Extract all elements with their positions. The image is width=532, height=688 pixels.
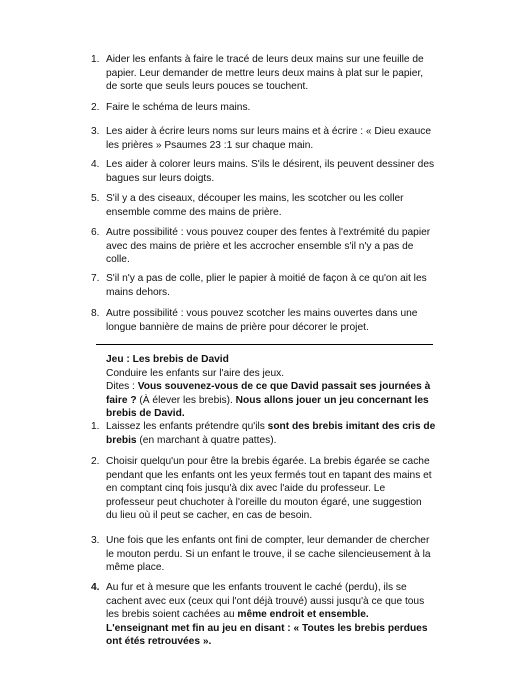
dites-normal-text: (À élever les brebis). xyxy=(136,394,236,406)
game-intro: Conduire les enfants sur l'aire des jeux. xyxy=(106,367,285,379)
step-line: Au fur et à mesure que les enfants trouvent le caché (perdu), ils se xyxy=(106,582,407,593)
step-number: 1. xyxy=(91,421,100,432)
dites-bold-text: Vous souvenez-vous de ce que David passait ses journées à xyxy=(137,381,431,393)
step-line: en comptant cinq fois jusqu'à dix avec l'aide du professeur. Le xyxy=(106,483,386,495)
instruction-line: papier. Leur demander de mettre leurs deux mains à plat sur le papier, xyxy=(106,67,424,79)
instruction-line: avec des mains de prière et les accrocher ensemble s'il n'y a pas de xyxy=(106,240,414,252)
instruction-line: mains dehors. xyxy=(106,286,170,298)
instruction-number: 1. xyxy=(91,54,100,65)
instruction-line: les prières » Psaumes 23 :1 sur chaque main. xyxy=(106,139,314,151)
instruction-line: bagues sur leurs doigts. xyxy=(106,172,215,184)
instruction-line: longue bannière de mains de prière pour décorer le projet. xyxy=(106,321,369,333)
game-section xyxy=(91,353,437,421)
instruction-item-4 xyxy=(91,158,437,185)
step-line: du lieu où il peut se cacher, en cas de besoin. xyxy=(106,510,313,522)
instruction-number: 4. xyxy=(91,159,100,170)
game-dites-line-2 xyxy=(106,394,437,408)
step-text: (en marchant à quatre pattes). xyxy=(136,434,277,446)
game-dites-line-3: brebis de David. xyxy=(106,408,185,420)
instruction-number: 2. xyxy=(91,102,100,113)
instruction-line: de sorte que seuls leurs pouces se touchent. xyxy=(106,81,309,93)
instruction-line: Faire le schéma de leurs mains. xyxy=(106,102,251,113)
step-line xyxy=(106,420,437,434)
step-line: le mouton perdu. Si un enfant le trouve, il se cache silencieusement à la xyxy=(106,548,431,560)
instruction-line: Les aider à colorer leurs mains. S'ils le désirent, ils peuvent dessiner des xyxy=(106,159,435,170)
step-number: 3. xyxy=(91,535,100,546)
step-line: pendant que les enfants ont les yeux fermés tout en tapant des mains et xyxy=(106,469,432,481)
dites-bold-text: Nous allons jouer un jeu concernant les xyxy=(235,394,429,406)
instruction-line: Les aider à écrire leurs noms sur leurs mains et à écrire : « Dieu exauce xyxy=(106,126,432,137)
step-line: cachent avec eux (ceux qui l'ont déjà trouvé) aussi jusqu'à ce que tous xyxy=(106,595,425,607)
instruction-item-6 xyxy=(91,226,437,267)
step-line: ont étés retrouvées ». xyxy=(106,636,212,648)
step-line: professeur peut chuchoter à l'oreille du mouton égaré, une suggestion xyxy=(106,496,422,508)
dites-bold-text: faire ? xyxy=(106,394,137,406)
instruction-line: S'il n'y a pas de colle, plier le papier à moitié de façon à ce qu'on ait les xyxy=(106,273,427,284)
dites-prefix: Dites : xyxy=(106,381,138,393)
game-step-2 xyxy=(91,455,437,523)
instruction-line: ensemble comme des mains de prière. xyxy=(106,206,282,218)
step-bold-text: même endroit et ensemble. xyxy=(237,609,369,621)
game-step-1 xyxy=(91,420,437,447)
step-line: Choisir quelqu'un pour être la brebis égarée. La brebis égarée se cache xyxy=(106,456,430,467)
step-text: les brebis soient cachées au xyxy=(106,609,238,621)
instruction-line: Autre possibilité : vous pouvez scotcher les mains ouvertes dans une xyxy=(106,308,418,319)
instruction-line: S'il y a des ciseaux, découper les mains, les scotcher ou les coller xyxy=(106,193,404,204)
instruction-number: 7. xyxy=(91,273,100,284)
step-line: même place. xyxy=(106,562,165,574)
game-step-3 xyxy=(91,534,437,575)
step-number: 4. xyxy=(91,582,100,593)
instruction-item-2 xyxy=(91,101,437,115)
instruction-line: colle. xyxy=(106,254,130,266)
instruction-line: Autre possibilité : vous pouvez couper des fentes à l'extrémité du papier xyxy=(106,227,431,238)
instruction-number: 3. xyxy=(91,126,100,137)
step-line xyxy=(106,434,437,448)
instruction-item-5 xyxy=(91,192,437,219)
instruction-number: 6. xyxy=(91,227,100,238)
step-number: 2. xyxy=(91,456,100,467)
instruction-item-8 xyxy=(91,307,437,334)
instruction-number: 8. xyxy=(91,308,100,319)
game-dites-line-1 xyxy=(106,380,437,394)
step-text: Laissez les enfants prétendre qu'ils xyxy=(106,421,268,432)
step-line xyxy=(106,608,437,622)
step-line: Une fois que les enfants ont fini de compter, leur demander de chercher xyxy=(106,535,430,546)
game-title: Jeu : Les brebis de David xyxy=(106,354,229,365)
step-bold-text: brebis xyxy=(106,434,137,446)
instruction-item-3 xyxy=(91,125,437,152)
step-bold-text: sont des brebis imitant des cris de xyxy=(267,421,436,432)
instruction-number: 5. xyxy=(91,193,100,204)
instruction-item-1 xyxy=(91,53,437,94)
step-line: L'enseignant met fin au jeu en disant : « Toutes les brebis perdues xyxy=(106,622,428,634)
instruction-line: Aider les enfants à faire le tracé de leurs deux mains sur une feuille de xyxy=(106,54,424,65)
instruction-item-7 xyxy=(91,272,437,299)
game-step-4 xyxy=(91,581,437,649)
section-divider xyxy=(96,344,433,345)
